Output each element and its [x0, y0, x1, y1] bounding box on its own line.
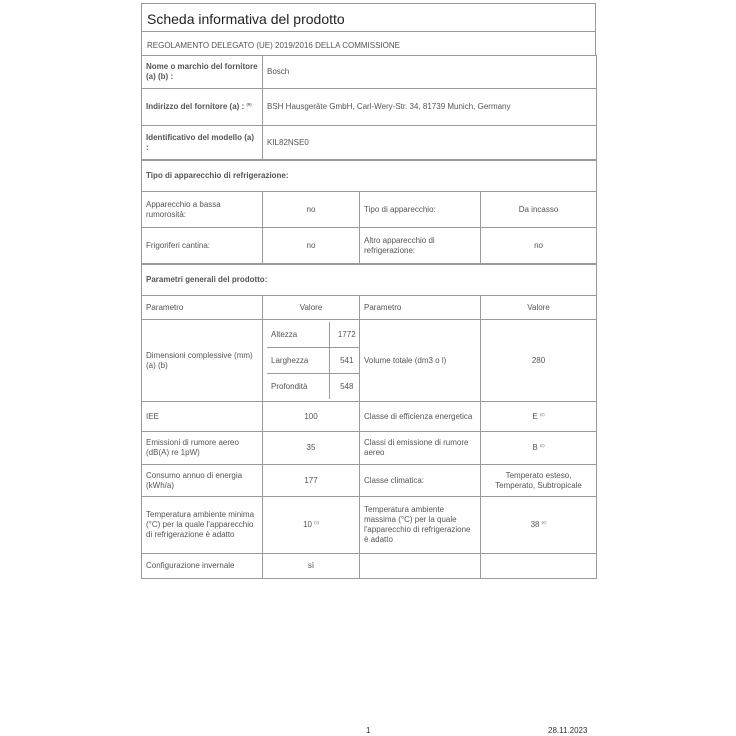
energy-efficiency-class-value: E [532, 411, 538, 421]
climate-class-label: Classe climatica: [360, 465, 481, 497]
min-ambient-temp-note: (c) [314, 519, 319, 525]
low-noise-value: no [263, 192, 360, 228]
wine-storage-value: no [263, 228, 360, 264]
supplier-address-label-text: Indirizzo del fornitore (a) : [146, 102, 245, 111]
max-ambient-temp-label: Temperatura ambiente massima (°C) per la quale l'apparecchio di refrigerazione è adatto [360, 497, 481, 554]
other-appliance-value: no [481, 228, 597, 264]
dimensions-cell [263, 320, 360, 402]
model-identifier-label: Identificativo del modello (a) : [142, 126, 263, 160]
height-value: 1772 [329, 322, 360, 348]
parameter-header-2: Parametro [360, 296, 481, 320]
supplier-table [141, 55, 597, 160]
noise-class-note: (c) [539, 442, 545, 448]
supplier-address-value: BSH Hausgeräte GmbH, Carl-Wery-Str. 34, 81739 Munich, Germany [263, 89, 597, 126]
empty-cell-1 [360, 554, 481, 579]
width-label: Larghezza [267, 348, 329, 374]
supplier-address-label [142, 89, 263, 126]
appliance-type-section-title: Tipo di apparecchio di refrigerazione: [142, 161, 597, 192]
appliance-type-table [141, 160, 597, 264]
supplier-name-value: Bosch [263, 56, 597, 89]
document-date: 28.11.2023 [548, 726, 588, 735]
noise-emission-value: 35 [263, 432, 360, 465]
wine-storage-label: Frigoriferi cantina: [142, 228, 263, 264]
general-parameters-table [141, 264, 597, 579]
total-volume-value: 280 [481, 320, 597, 402]
page-number: 1 [366, 726, 371, 735]
value-header-2: Valore [481, 296, 597, 320]
depth-value: 548 [340, 381, 354, 391]
max-ambient-temp-value: 38 [530, 520, 540, 529]
annual-energy-label: Consumo annuo di energia (kWh/a) [142, 465, 263, 497]
width-value: 541 [329, 348, 360, 374]
max-ambient-temp-cell [481, 497, 597, 554]
regulation-reference: REGOLAMENTO DELEGATO (UE) 2019/2016 DELLA COMMISSIONE [141, 31, 596, 55]
min-ambient-temp-cell [263, 497, 360, 554]
total-volume-label: Volume totale (dm3 o l) [360, 320, 481, 402]
annual-energy-value: 177 [263, 465, 360, 497]
climate-class-value: Temperato esteso, Temperato, Subtropicale [481, 465, 597, 497]
winter-setting-value: sì [263, 554, 360, 579]
iee-label: IEE [142, 402, 263, 432]
parameter-header: Parametro [142, 296, 263, 320]
depth-label: Profondità [267, 374, 329, 400]
energy-efficiency-class-label: Classe di efficienza energetica [360, 402, 481, 432]
appliance-type-label: Tipo di apparecchio: [360, 192, 481, 228]
min-ambient-temp-value: 10 [303, 520, 312, 529]
noise-class-cell [481, 432, 597, 465]
max-ambient-temp-note: (c) [541, 519, 547, 525]
sheet-title: Scheda informativa del prodotto [141, 3, 596, 31]
energy-efficiency-class-cell [481, 402, 597, 432]
energy-efficiency-class-note: (c) [539, 410, 545, 416]
model-identifier-value: KIL82NSE0 [263, 126, 597, 160]
iee-value: 100 [263, 402, 360, 432]
noise-class-value: B [532, 443, 538, 452]
low-noise-label: Apparecchio a bassa rumorosità: [142, 192, 263, 228]
winter-setting-label: Configurazione invernale [142, 554, 263, 579]
general-parameters-section-title: Parametri generali del prodotto: [142, 265, 597, 296]
dimensions-subtable [267, 322, 360, 399]
empty-cell-2 [481, 554, 597, 579]
noise-class-label: Classi di emissione di rumore aereo [360, 432, 481, 465]
supplier-address-note: (b) [246, 101, 252, 107]
height-label: Altezza [267, 322, 329, 348]
value-header: Valore [263, 296, 360, 320]
supplier-name-label: Nome o marchio del fornitore (a) (b) : [142, 56, 263, 89]
dimensions-label: Dimensioni complessive (mm) (a) (b) [142, 320, 263, 402]
noise-emission-label: Emissioni di rumore aereo (dB(A) re 1pW) [142, 432, 263, 465]
appliance-type-value: Da incasso [481, 192, 597, 228]
other-appliance-label: Altro apparecchio di refrigerazione: [360, 228, 481, 264]
product-information-sheet [141, 3, 596, 579]
min-ambient-temp-label: Temperatura ambiente minima (°C) per la quale l'apparecchio di refrigerazione è adatto [142, 497, 263, 554]
